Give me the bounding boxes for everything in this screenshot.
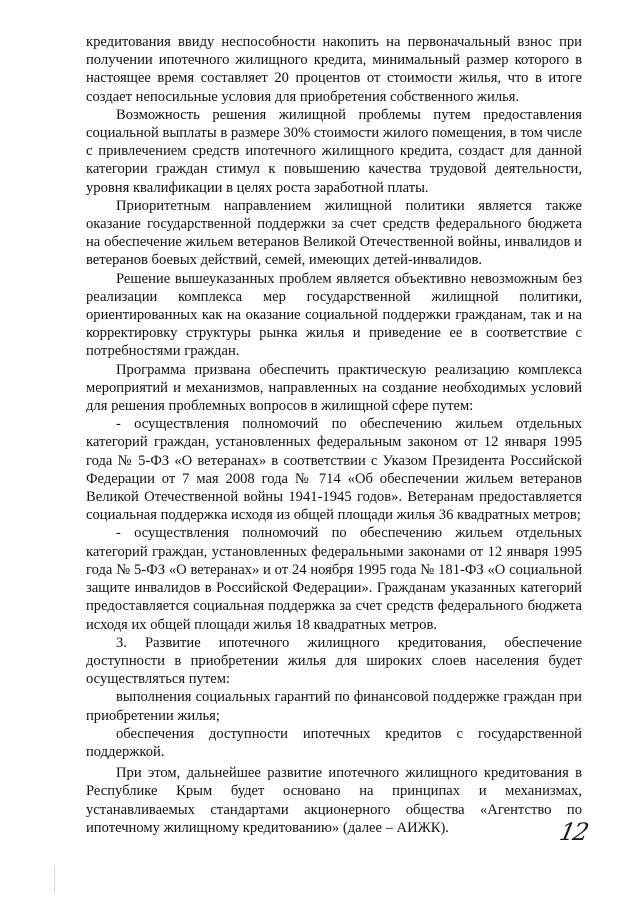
paragraph-problem-solution: Решение вышеуказанных проблем является объективно невозможным без реализации комплекса мер государственной жилищной политики, ориентированных как на оказание социальной поддержки гражданам, так и на корректировку структуры рынка жилья и приведение ее в соответствие с потребностями граждан. xyxy=(86,270,582,360)
paragraph-mortgage-development: 3. Развитие ипотечного жилищного кредитования, обеспечение доступности в приобретении жилья для широких слоев населения будет осуществляться путем: xyxy=(86,634,582,688)
paragraph-aizhk-standards: При этом, дальнейшее развитие ипотечного жилищного кредитования в Республике Крым будет основано на принципах и механизмах, устанавливаемых стандартами акционерного общества «Агентство по ипотечному жилищному кредитованию» (далее – АИЖК). xyxy=(86,765,582,836)
scan-margin-mark xyxy=(54,866,55,892)
paragraph-social-guarantees: выполнения социальных гарантий по финансовой поддержке граждан при приобретении жилья; xyxy=(86,689,582,724)
paragraph-mortgage-down-payment: кредитования ввиду неспособности накопить на первоначальный взнос при получении ипотечного жилищного кредита, минимальный размер которого в настоящее время составляет 20 процентов от стоимости жилья, что в итоге создает непосильные условия для приобретения собственного жилья. xyxy=(86,34,582,105)
document-body xyxy=(86,33,582,837)
paragraph-social-payment: Возможность решения жилищной проблемы путем предоставления социальной выплаты в размере 30% стоимости жилого помещения, в том числе с привлечением средств ипотечного жилищного кредита, создаст для данной категории граждан стимул к повышению качества трудовой деятельности, уровня квалификации в целях роста заработной платы. xyxy=(86,106,582,196)
paragraph-credit-availability: обеспечения доступности ипотечных кредитов с государственной поддержкой. xyxy=(86,725,582,760)
list-item-disabled-housing: - осуществления полномочий по обеспечению жильем отдельных категорий граждан, установленных федеральными законами от 12 января 1995 года № 5-ФЗ «О ветеранах» и от 24 ноября 1995 года № 181-ФЗ «О социальной защите инвалидов в Российской Федерации». Гражданам указанных категорий предоставляется социальная поддержка за счет средств федерального бюджета исходя их общей площади жилья 18 квадратных метров. xyxy=(86,525,582,633)
list-item-veterans-housing: - осуществления полномочий по обеспечению жильем отдельных категорий граждан, установленных федеральным законом от 12 января 1995 года № 5-ФЗ «О ветеранах» в соответствии с Указом Президента Российской Федерации от 7 мая 2008 года № 714 «Об обеспечении жильем ветеранов Великой Отечественной войны 1941-1945 годов». Ветеранам предоставляется социальная поддержка исходя из общей площади жилья 36 квадратных метров; xyxy=(86,416,582,524)
paragraph-program-purpose: Программа призвана обеспечить практическую реализацию комплекса мероприятий и механизмов, направленных на создание необходимых условий для решения проблемных вопросов в жилищной сфере путем: xyxy=(86,361,582,415)
page-number: 12 xyxy=(557,818,590,846)
paragraph-priority-direction: Приоритетным направлением жилищной политики является также оказание государственной поддержки за счет средств федерального бюджета на обеспечение жильем ветеранов Великой Отечественной войны, инвалидов и ветеранов боевых действий, семей, имеющих детей-инвалидов. xyxy=(86,197,582,269)
